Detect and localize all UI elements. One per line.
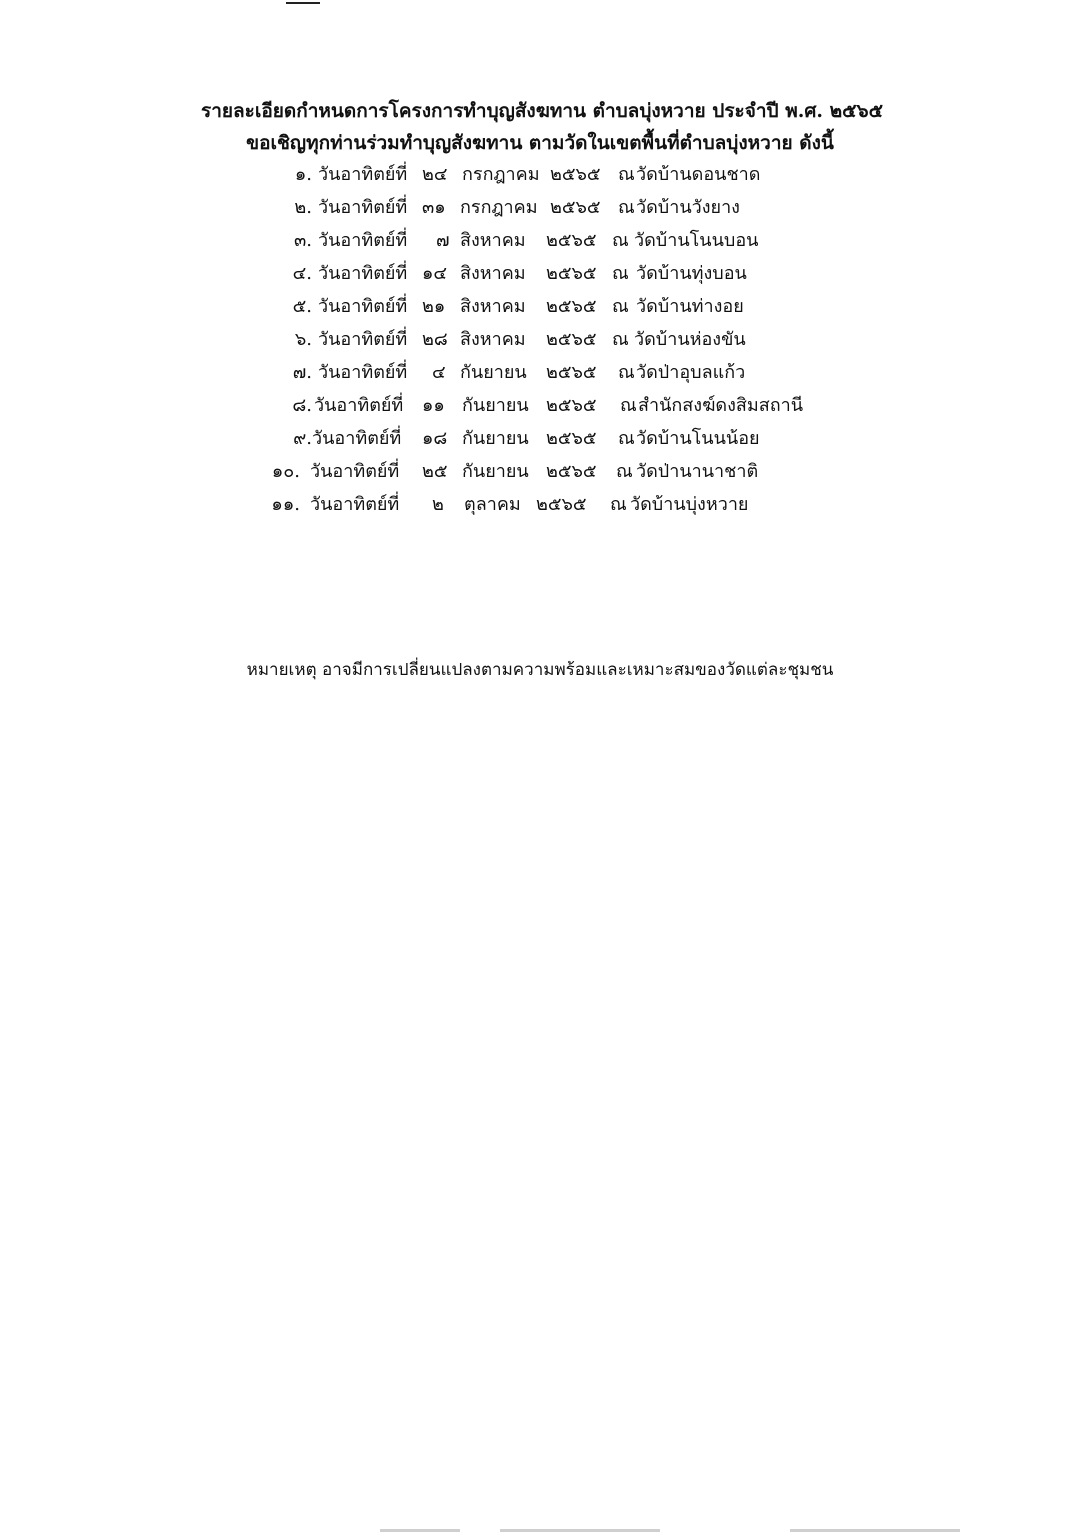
date-value: ๑๑ bbox=[422, 395, 445, 416]
schedule-row bbox=[0, 391, 1080, 421]
day-label: วันอาทิตย์ที่ bbox=[318, 230, 408, 251]
year-value: ๒๕๖๕ bbox=[546, 362, 597, 383]
at-marker: ณ bbox=[620, 395, 637, 416]
day-label: วันอาทิตย์ที่ bbox=[314, 395, 404, 416]
remark-note: หมายเหตุ อาจมีการเปลี่ยนแปลงตามความพร้อมและเหมาะสมของวัดแต่ละชุมชน bbox=[246, 660, 834, 680]
schedule-row bbox=[0, 226, 1080, 256]
date-value: ๑๘ bbox=[422, 428, 448, 449]
month-value: สิงหาคม bbox=[460, 230, 526, 251]
date-value: ๗ bbox=[436, 230, 450, 251]
month-value: สิงหาคม bbox=[460, 296, 526, 317]
year-value: ๒๕๖๕ bbox=[546, 461, 597, 482]
temple-name: วัดบ้านห่องขัน bbox=[634, 329, 746, 350]
month-value: สิงหาคม bbox=[460, 263, 526, 284]
month-value: กันยายน bbox=[462, 428, 529, 449]
temple-name: วัดบ้านวังยาง bbox=[636, 197, 740, 218]
scan-smudge bbox=[790, 1529, 960, 1532]
date-value: ๒๔ bbox=[422, 164, 448, 185]
day-label: วันอาทิตย์ที่ bbox=[310, 461, 400, 482]
item-number: ๕. bbox=[292, 296, 312, 317]
year-value: ๒๕๖๕ bbox=[546, 329, 597, 350]
document-title: รายละเอียดกำหนดการโครงการทำบุญสังฆทาน ตำบลบุ่งหวาย ประจำปี พ.ศ. ๒๕๖๕ bbox=[200, 100, 883, 122]
item-number: ๑. bbox=[294, 164, 312, 185]
item-number: ๖. bbox=[294, 329, 312, 350]
month-value: ตุลาคม bbox=[464, 494, 521, 515]
year-value: ๒๕๖๕ bbox=[536, 494, 587, 515]
item-number: ๒. bbox=[294, 197, 312, 218]
at-marker: ณ bbox=[618, 197, 635, 218]
scan-smudge bbox=[500, 1529, 660, 1532]
date-value: ๑๔ bbox=[422, 263, 448, 284]
year-value: ๒๕๖๕ bbox=[546, 395, 597, 416]
schedule-row bbox=[0, 358, 1080, 388]
month-value: สิงหาคม bbox=[460, 329, 526, 350]
date-value: ๓๑ bbox=[422, 197, 446, 218]
temple-name: วัดบ้านโนนบอน bbox=[634, 230, 759, 251]
at-marker: ณ bbox=[618, 362, 635, 383]
date-value: ๒๕ bbox=[422, 461, 448, 482]
day-label: วันอาทิตย์ที่ bbox=[312, 428, 402, 449]
temple-name: สำนักสงฆ์ดงสิมสถานี bbox=[638, 395, 804, 416]
item-number: ๔. bbox=[292, 263, 312, 284]
month-value: กันยายน bbox=[462, 461, 529, 482]
at-marker: ณ bbox=[618, 164, 635, 185]
at-marker: ณ bbox=[618, 428, 635, 449]
item-number: ๘. bbox=[292, 395, 312, 416]
year-value: ๒๕๖๕ bbox=[546, 230, 597, 251]
temple-name: วัดบ้านบุ่งหวาย bbox=[630, 494, 749, 515]
item-number: ๙. bbox=[293, 428, 312, 449]
day-label: วันอาทิตย์ที่ bbox=[318, 164, 408, 185]
date-value: ๒๘ bbox=[422, 329, 448, 350]
year-value: ๒๕๖๕ bbox=[550, 164, 601, 185]
item-number: ๗. bbox=[292, 362, 312, 383]
day-label: วันอาทิตย์ที่ bbox=[318, 263, 408, 284]
year-value: ๒๕๖๕ bbox=[546, 428, 597, 449]
day-label: วันอาทิตย์ที่ bbox=[318, 362, 408, 383]
temple-name: วัดบ้านดอนชาด bbox=[636, 164, 761, 185]
at-marker: ณ bbox=[612, 230, 629, 251]
at-marker: ณ bbox=[612, 296, 629, 317]
year-value: ๒๕๖๕ bbox=[546, 263, 597, 284]
temple-name: วัดบ้านโนนน้อย bbox=[636, 428, 760, 449]
temple-name: วัดบ้านทุ่งบอน bbox=[636, 263, 747, 284]
day-label: วันอาทิตย์ที่ bbox=[318, 329, 408, 350]
year-value: ๒๕๖๕ bbox=[546, 296, 597, 317]
schedule-row bbox=[0, 160, 1080, 190]
schedule-row bbox=[0, 193, 1080, 223]
temple-name: วัดป่านานาชาติ bbox=[636, 461, 759, 482]
item-number: ๑๐. bbox=[271, 461, 300, 482]
date-value: ๔ bbox=[432, 362, 446, 383]
item-number: ๑๑. bbox=[271, 494, 300, 515]
date-value: ๒ bbox=[432, 494, 444, 515]
temple-name: วัดป่าอุบลแก้ว bbox=[636, 362, 746, 383]
schedule-row bbox=[0, 457, 1080, 487]
schedule-row bbox=[0, 325, 1080, 355]
at-marker: ณ bbox=[612, 263, 629, 284]
month-value: กันยายน bbox=[462, 395, 529, 416]
at-marker: ณ bbox=[612, 329, 629, 350]
at-marker: ณ bbox=[616, 461, 633, 482]
month-value: กันยายน bbox=[460, 362, 527, 383]
schedule-row bbox=[0, 424, 1080, 454]
day-label: วันอาทิตย์ที่ bbox=[318, 296, 408, 317]
month-value: กรกฎาคม bbox=[460, 197, 538, 218]
day-label: วันอาทิตย์ที่ bbox=[310, 494, 400, 515]
temple-name: วัดบ้านท่างอย bbox=[636, 296, 744, 317]
year-value: ๒๕๖๕ bbox=[550, 197, 601, 218]
at-marker: ณ bbox=[610, 494, 627, 515]
schedule-row bbox=[0, 490, 1080, 520]
schedule-row bbox=[0, 259, 1080, 289]
schedule-row bbox=[0, 292, 1080, 322]
day-label: วันอาทิตย์ที่ bbox=[318, 197, 408, 218]
scan-smudge bbox=[380, 1529, 460, 1532]
month-value: กรกฎาคม bbox=[462, 164, 540, 185]
document-subtitle: ขอเชิญทุกท่านร่วมทำบุญสังฆทาน ตามวัดในเขตพื้นที่ตำบลบุ่งหวาย ดังนี้ bbox=[246, 132, 834, 154]
date-value: ๒๑ bbox=[422, 296, 446, 317]
item-number: ๓. bbox=[293, 230, 312, 251]
scan-mark bbox=[286, 2, 320, 4]
